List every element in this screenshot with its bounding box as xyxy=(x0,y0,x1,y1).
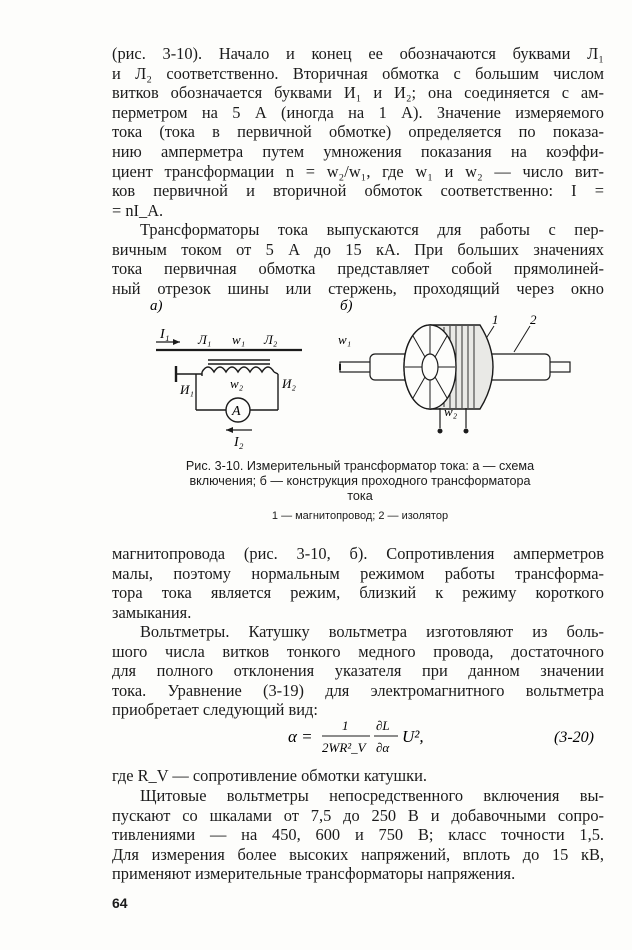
arrowhead-icon xyxy=(173,339,180,345)
text-line: для полного отклонения указателя при данном значении xyxy=(112,661,604,681)
text-line: тивлениями — на 450, 600 и 750 В; класс точности 1,5. xyxy=(112,825,604,845)
label-l2: Л₂ xyxy=(264,332,278,347)
formula-num2: ∂L xyxy=(376,718,390,733)
text-line: тора тока является режим, близкий к режиму короткого xyxy=(112,583,604,603)
leader-line xyxy=(514,326,530,352)
figure-3-10 xyxy=(140,298,610,468)
text-line: пускают со шкалами от 7,5 до 250 В и добавочными сопро- xyxy=(112,805,604,825)
secondary-winding xyxy=(202,367,274,372)
text-line: Трансформаторы тока выпускаются для работы с пер- xyxy=(140,220,604,239)
label-u2: И₂ xyxy=(282,376,296,391)
terminal xyxy=(464,429,469,434)
text-line: где R_V — сопротивление обмотки катушки. xyxy=(112,766,427,785)
text-line: приобретает следующий вид: xyxy=(112,700,318,720)
text-line: Вольтметры. Катушку вольтметра изготовляют из боль- xyxy=(140,622,604,641)
label-u1: И₁ xyxy=(180,382,194,397)
text-line: применяют измерительные трансформаторы напряжения. xyxy=(112,864,516,884)
formula-number: (3-20) xyxy=(554,729,594,746)
label-w1: w₁ xyxy=(232,332,246,347)
caption-line: включения; б — конструкция проходного трансформатора xyxy=(189,474,531,488)
text-line: Щитовые вольтметры непосредственного включения вы- xyxy=(140,786,604,805)
label-i1: I₁ xyxy=(160,327,170,342)
formula-den1: 2WR²_V xyxy=(322,740,366,755)
text-line: ный отрезок шины или стержень, проходящий через окно xyxy=(112,278,604,298)
figure-legend: 1 — магнитопровод; 2 — изолятор xyxy=(271,510,449,522)
text-line: магнитопровода (рис. 3-10, б). Сопротивления амперметров xyxy=(112,544,604,563)
paragraph-rv-definition xyxy=(112,766,604,786)
label-w1-b: w₁ xyxy=(338,332,352,347)
text-line: тока. Уравнение (3-19) для электромагнитного вольтметра xyxy=(112,680,604,700)
text-line: = nI_A. xyxy=(112,200,164,220)
label-num-2: 2 xyxy=(530,312,537,327)
text-line: нию амперметра путем умножения показания на коэффи- xyxy=(112,141,604,161)
text-line: и Л₂ соответственно. Вторичная обмотка с большим числом xyxy=(112,63,604,83)
label-num-1: 1 xyxy=(492,312,499,327)
ammeter-label: A xyxy=(232,404,241,419)
paragraph-voltmeters xyxy=(112,622,604,720)
caption-line: Рис. 3-10. Измерительный трансформатор тока: а — схема xyxy=(185,459,535,473)
label-w2-b: w₂ xyxy=(444,404,458,419)
label-w2: w₂ xyxy=(230,376,244,391)
paragraph-panel-voltmeters xyxy=(112,786,604,884)
core-window-front xyxy=(422,354,438,380)
text-line: тока первичная обмотка представляет собой прямолиней- xyxy=(112,259,604,279)
text-line: шого числа витков тонкого медного провода, достаточного xyxy=(112,641,604,661)
paragraph-current-transformer-ranges xyxy=(112,220,604,298)
text-line: перметром на 5 А (иногда на 1 А). Значение измеряемого xyxy=(112,102,604,122)
text-line: витков обозначается буквами И₁ и И₂; она соединяется с ам- xyxy=(112,83,604,103)
text-line: (рис. 3-10). Начало и конец ее обозначаются буквами Л₁ xyxy=(112,44,604,63)
text-line: Для измерения более высоких напряжений, вплоть до 15 кВ, xyxy=(112,844,604,864)
label-i2: I₂ xyxy=(234,435,244,450)
text-line: замыкания. xyxy=(112,602,192,622)
figure-label-b: б) xyxy=(340,298,353,314)
formula-tail: U², xyxy=(402,727,424,746)
page-number: 64 xyxy=(112,895,128,911)
figure-caption xyxy=(140,459,580,504)
text-line: вичным током от 5 А до 15 кА. При больших значениях xyxy=(112,239,604,259)
paragraph-current-transformer-connection xyxy=(112,44,604,220)
text-line: циент трансформации n = w₂/w₁, где w₁ и w₂ — число вит- xyxy=(112,161,604,181)
figure-label-a: а) xyxy=(150,298,163,314)
terminal xyxy=(438,429,443,434)
formula-num1: 1 xyxy=(342,718,349,733)
text-line: малы, поэтому нормальным режимом работы трансформа- xyxy=(112,563,604,583)
wire xyxy=(274,372,278,374)
caption-line: тока xyxy=(347,489,373,503)
arrowhead-icon xyxy=(226,427,233,433)
text-line: тока (тока в первичной обмотке) определяется по показа- xyxy=(112,122,604,142)
text-line: ков первичной и вторичной обмоток соответственно: I = xyxy=(112,181,604,201)
paragraph-ammeter-resistance xyxy=(112,544,604,622)
formula-lhs: α = xyxy=(288,727,313,746)
formula-3-20 xyxy=(112,714,604,758)
formula-den2: ∂α xyxy=(376,740,390,755)
label-l1: Л₁ xyxy=(198,332,212,347)
